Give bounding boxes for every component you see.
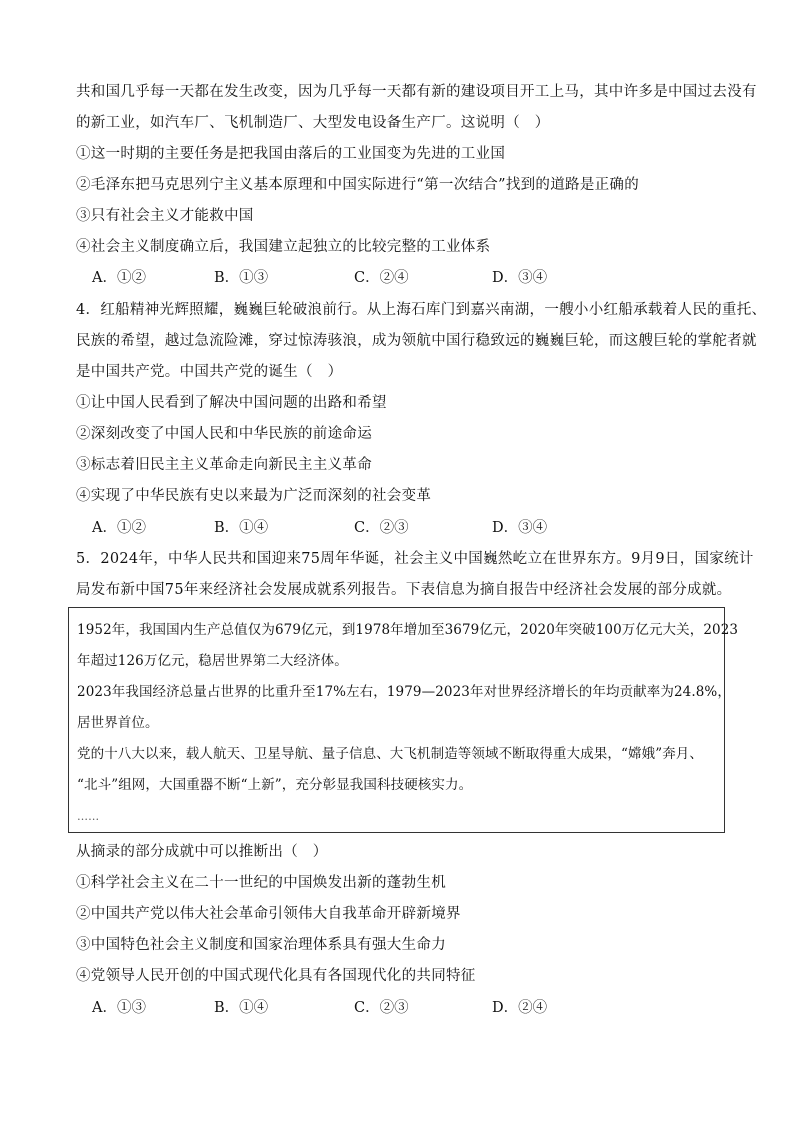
q5-option-c[interactable]: C．②③ [354,1000,409,1016]
q4-option-d[interactable]: D．③④ [492,520,548,536]
q3-stem-line-1: 共和国几乎每一天都在发生改变，因为几乎每一天都有新的建设项目开工上马，其中许多是中国过去没有 [76,84,757,100]
q5-material-line-1: 1952年，我国国内生产总值仅为679亿元，到1978年增加至3679亿元，2020年突破100万亿元大关，2023 [77,622,739,638]
q4-statement-4: ④实现了中华民族有史以来最为广泛而深刻的社会变革 [76,488,432,504]
q3-statement-3: ③只有社会主义才能救中国 [76,208,254,224]
q4-option-c[interactable]: C．②③ [354,520,409,536]
q5-stem-line-1: 5．2024年，中华人民共和国迎来75周年华诞，社会主义中国巍然屹立在世界东方。9月9日，国家统计 [76,551,754,567]
q4-option-b[interactable]: B．①④ [214,520,269,536]
q4-stem-line-2: 民族的希望，越过急流险滩，穿过惊涛骇浪，成为领航中国行稳致远的巍巍巨轮，而这艘巨轮的掌舵者就 [76,333,757,349]
q4-statement-1: ①让中国人民看到了解决中国问题的出路和希望 [76,395,387,411]
q4-stem-line-3: 是中国共产党。中国共产党的诞生（ ） [76,364,343,380]
q5-material-line-3: 2023年我国经济总量占世界的比重升至17%左右，1979—2023年对世界经济增长的年均贡献率为24.8%， [77,684,731,700]
q5-option-d[interactable]: D．②④ [492,1000,548,1016]
q5-material-line-6: “北斗”组网，大国重器不断“上新”，充分彰显我国科技硬核实力。 [77,777,473,793]
q5-material-line-4: 居世界首位。 [77,715,159,731]
q5-option-a[interactable]: A．①③ [92,1000,146,1016]
q3-option-b[interactable]: B．①③ [214,270,269,286]
q5-statement-4: ④党领导人民开创的中国式现代化具有各国现代化的共同特征 [76,968,476,984]
q5-material-box [68,607,739,833]
q4-option-a[interactable]: A．①② [92,520,146,536]
q3-statement-4: ④社会主义制度确立后，我国建立起独立的比较完整的工业体系 [76,239,491,255]
q5-stem-line-2: 局发布新中国75年来经济社会发展成就系列报告。下表信息为摘自报告中经济社会发展的部分成就。 [76,582,732,598]
q4-statement-2: ②深刻改变了中国人民和中华民族的前途命运 [76,426,372,442]
q5-material-line-5: 党的十八大以来，载人航天、卫星导航、量子信息、大飞机制造等领域不断取得重大成果，“嫦娥”奔月、 [77,746,704,762]
q5-question-stem: 从摘录的部分成就中可以推断出（ ） [76,844,328,860]
q3-statement-2: ②毛泽东把马克思列宁主义基本原理和中国实际进行“第一次结合”找到的道路是正确的 [76,177,640,193]
q3-statement-1: ①这一时期的主要任务是把我国由落后的工业国变为先进的工业国 [76,146,506,162]
q3-option-c[interactable]: C．②④ [354,270,409,286]
q5-material-line-2: 年超过126万亿元，稳居世界第二大经济体。 [77,653,348,669]
q5-option-b[interactable]: B．①④ [214,1000,269,1016]
q5-statement-1: ①科学社会主义在二十一世纪的中国焕发出新的蓬勃生机 [76,875,446,891]
q3-option-a[interactable]: A．①② [92,270,146,286]
q4-stem-line-1: 4．红船精神光辉照耀，巍巍巨轮破浪前行。从上海石库门到嘉兴南湖，一艘小小红船承载着人民的重托、 [76,302,767,318]
q3-stem-line-2: 的新工业，如汽车厂、飞机制造厂、大型发电设备生产厂。这说明（ ） [76,115,550,131]
q5-statement-2: ②中国共产党以伟大社会革命引领伟大自我革命开辟新境界 [76,906,461,922]
q5-material-ellipsis: …… [77,810,100,823]
q4-statement-3: ③标志着旧民主主义革命走向新民主主义革命 [76,457,372,473]
q5-statement-3: ③中国特色社会主义制度和国家治理体系具有强大生命力 [76,937,446,953]
q3-option-d[interactable]: D．③④ [492,270,548,286]
